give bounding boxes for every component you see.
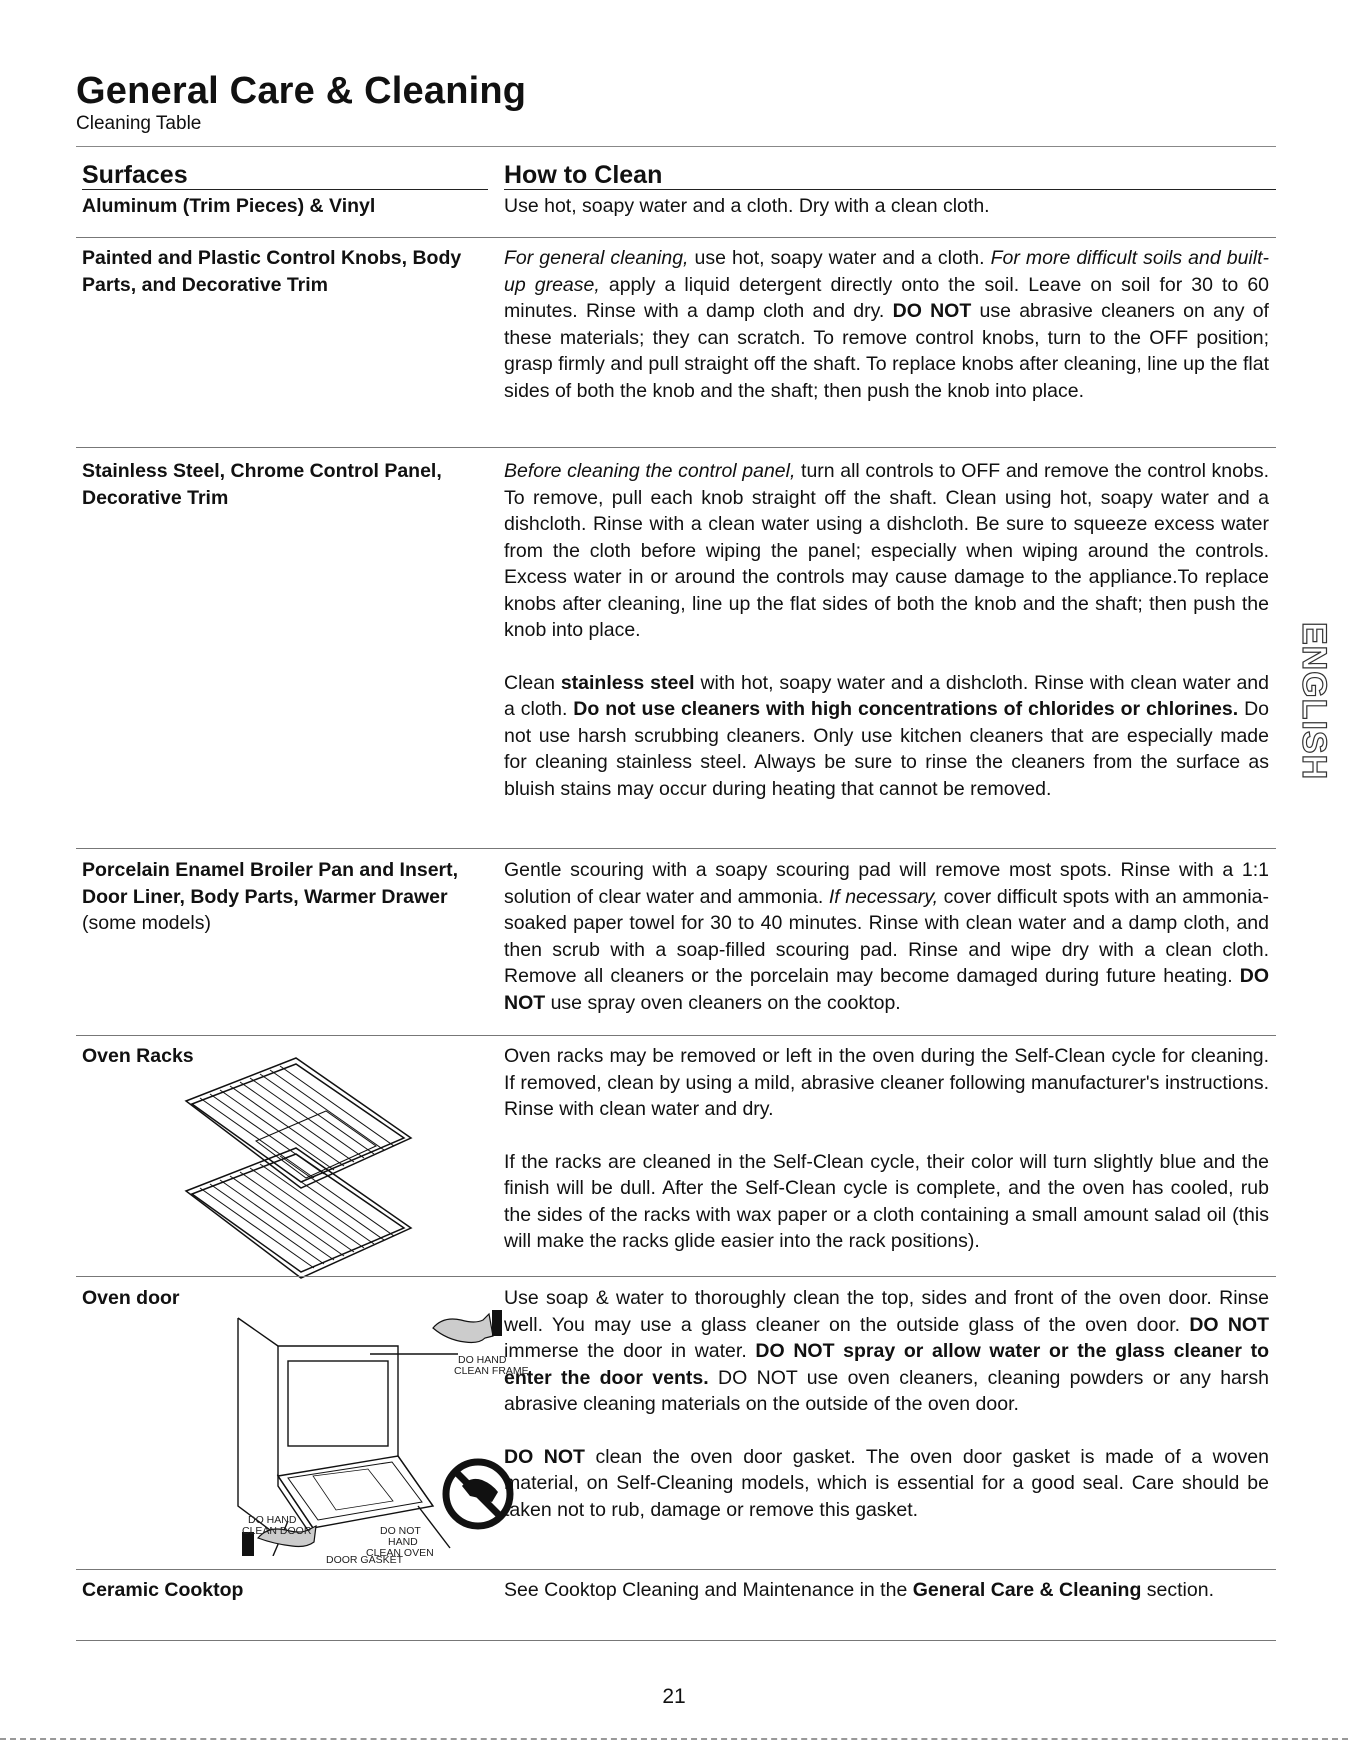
language-side-tab [1287, 622, 1341, 797]
hand-icon [433, 1310, 502, 1343]
svg-text:DO HAND: DO HAND [458, 1354, 507, 1366]
divider [76, 146, 1276, 147]
column-header-how-to-clean: How to Clean [504, 161, 663, 189]
prohibited-icon [446, 1462, 510, 1526]
svg-text:DOOR GASKET: DOOR GASKET [326, 1554, 404, 1566]
page-title: General Care & Cleaning [76, 70, 527, 112]
how-to-clean-text: Use soap & water to thoroughly clean the top, sides and front of the oven door. Rinse well. You may use a glass cleaner on the outside glass of the oven door. DO NOT immerse the door in water. DO NOT spray or allow water or the glass cleaner to enter the door vents. DO NOT use oven cleaners, cleaning powders or any harsh abrasive cleaning materials on the outside of the oven door. DO NOT clean the oven door gasket. The oven door gasket is made of a woven material, on Self-Cleaning models, which is essential for a good seal. Care should be taken not to rub, damage or remove this gasket. [504, 1287, 1269, 1521]
oven-racks-illustration [176, 1046, 486, 1280]
how-to-clean-text: For general cleaning, use hot, soapy water and a cloth. For more difficult soils and built-up grease, apply a liquid detergent directly onto the soil. Leave on soil for 30 to 60 minutes. Rinse with a damp cloth and dry. DO NOT use abrasive cleaners on any of these materials; they can scratch. To remove control knobs, turn to the OFF position; grasp firmly and pull straight off the shaft. To replace knobs after cleaning, line up the flat sides of both the knob and the shaft; then push the knob into place. [504, 247, 1270, 402]
svg-text:DO HAND: DO HAND [248, 1514, 297, 1526]
gasket-label [326, 1552, 456, 1568]
divider [76, 848, 1276, 849]
divider [0, 1738, 1348, 1740]
surface-label: Stainless Steel, Chrome Control Panel, Decorative Trim [82, 460, 442, 509]
how-to-clean-text: Oven racks may be removed or left in the oven during the Self-Clean cycle for cleaning. If removed, clean by using a mild, abrasive cleaner following manufacturer's instructions. Rinse with clean water and dry. If the racks are cleaned in the Self-Clean cycle, their color will turn slightly blue and the finish will be dull. After the Self-Clean cycle is complete, and the oven has cooled, rub the sides of the racks with wax paper or a cloth containing a small amount salad oil (this will make the racks glide easier into the rack positions). [504, 1045, 1269, 1252]
page-number: 21 [662, 1685, 686, 1708]
divider [76, 1276, 1276, 1277]
divider [82, 189, 488, 190]
how-to-clean-text: Use hot, soapy water and a cloth. Dry with a clean cloth. [504, 195, 990, 217]
surface-label: Oven door [82, 1287, 180, 1309]
how-to-clean-text: Before cleaning the control panel, turn all controls to OFF and remove the control knobs. To remove, pull each knob straight off the shaft. Clean using hot, soapy water and a dishcloth. Rinse with a clean water using a dishcloth. Be sure to squeeze excess water from the cloth before wiping the panel; especially when wiping around the controls. Excess water in or around the controls may cause damage to the appliance.To replace knobs after cleaning, line up the flat sides of both the knob and the shaft; then push the knob into place. Clean stainless steel with hot, soapy water and a dishcloth. Rinse with clean water and a cloth. Do not use cleaners with high concentrations of chlorides or chlorines. Do not use harsh scrubbing cleaners. Only use kitchen cleaners that are especially made for cleaning stainless steel. Always be sure to rinse the cleaners from the surface as bluish stains may occur during heating that cannot be removed. [504, 460, 1270, 800]
column-header-surfaces: Surfaces [82, 161, 188, 189]
svg-text:CLEAN DOOR: CLEAN DOOR [242, 1525, 312, 1537]
how-to-clean-text: Gentle scouring with a soapy scouring pad will remove most spots. Rinse with a 1:1 solution of clear water and ammonia. If necessary, cover difficult spots with an ammonia-soaked paper towel for 30 to 40 minutes. Rinse with clean water and a damp cloth, and then scrub with a soap-filled scouring pad. Rinse and wipe dry with a clean cloth. Remove all cleaners or the porcelain may become damaged during future heating. DO NOT use spray oven cleaners on the cooktop. [504, 859, 1269, 1014]
divider [76, 1569, 1276, 1570]
divider [76, 1640, 1276, 1641]
svg-text:CLEAN OVEN: CLEAN OVEN [366, 1547, 434, 1556]
svg-text:ENGLISH: ENGLISH [1295, 622, 1333, 781]
page-subtitle: Cleaning Table [76, 113, 202, 134]
divider [76, 237, 1276, 238]
svg-text:CLEAN FRAME: CLEAN FRAME [454, 1365, 529, 1377]
svg-text:DO NOT: DO NOT [380, 1525, 421, 1537]
surface-label: Porcelain Enamel Broiler Pan and Insert, Door Liner, Body Parts, Warmer Drawer (some models) [82, 859, 459, 934]
divider [504, 189, 1276, 190]
divider [76, 1035, 1276, 1036]
divider [76, 447, 1276, 448]
surface-label: Painted and Plastic Control Knobs, Body Parts, and Decorative Trim [82, 247, 462, 296]
surface-label: Aluminum (Trim Pieces) & Vinyl [82, 195, 376, 217]
how-to-clean-text: See Cooktop Cleaning and Maintenance in the General Care & Cleaning section. [504, 1579, 1214, 1601]
surface-label: Oven Racks [82, 1045, 194, 1067]
surface-label: Ceramic Cooktop [82, 1579, 244, 1601]
svg-text:HAND: HAND [388, 1536, 418, 1548]
oven-door-illustration [218, 1306, 540, 1556]
